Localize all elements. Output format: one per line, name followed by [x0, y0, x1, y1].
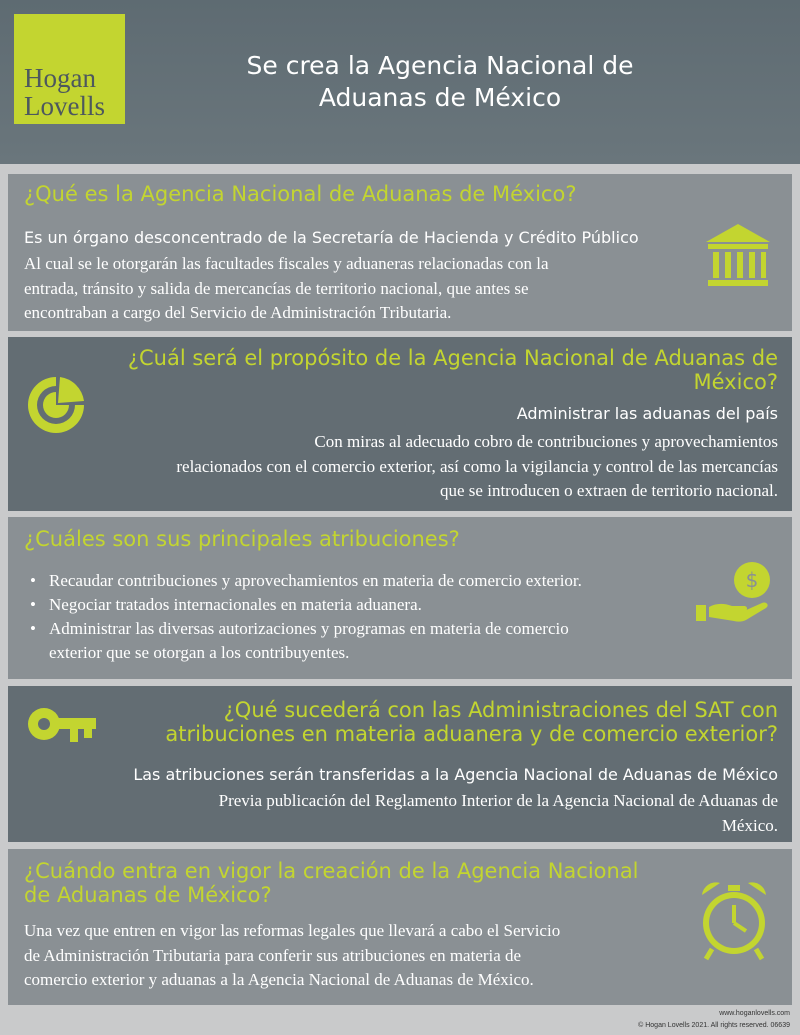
section4-body — [219, 789, 778, 838]
title-line1: Se crea la Agencia Nacional de — [246, 51, 634, 80]
section2-heading-line2: México? — [693, 370, 778, 394]
section1-body-line: entrada, tránsito y salida de mercancías de territorio nacional, que antes se — [24, 278, 529, 298]
bullet-dot: • — [30, 619, 36, 638]
list-item-text: Negociar tratados internacionales en materia aduanera. — [49, 595, 422, 614]
section5-body-line: comercio exterior y aduanas a la Agencia Nacional de Aduanas de México. — [24, 970, 534, 989]
logo-line1: Hogan — [24, 63, 96, 93]
list-item — [22, 617, 702, 665]
section4-lead: Las atribuciones serán transferidas a la Agencia Nacional de Aduanas de México — [133, 765, 778, 784]
section5-heading-line1: ¿Cuándo entra en vigor la creación de la Agencia Nacional — [24, 859, 639, 883]
title-line2: Aduanas de México — [318, 83, 562, 112]
section-attributions — [8, 517, 792, 679]
section5-body-line: Una vez que entren en vigor las reformas legales que llevará a cabo el Servicio — [24, 921, 561, 940]
section2-body — [176, 430, 778, 504]
section1-body — [24, 252, 684, 326]
section-purpose — [8, 337, 792, 511]
alarm-clock-icon — [698, 879, 770, 965]
list-item — [22, 569, 702, 593]
footer-url[interactable]: www.hoganlovells.com — [719, 1010, 790, 1017]
section4-body-line: Previa publicación del Reglamento Interior de la Agencia Nacional de Aduanas de — [218, 791, 778, 810]
header — [0, 0, 800, 164]
section2-heading-line1: ¿Cuál será el propósito de la Agencia Nacional de Aduanas de — [127, 346, 778, 370]
footer-copyright: © Hogan Lovells 2021. All rights reserved. 06639 — [638, 1022, 790, 1029]
section5-body — [24, 919, 704, 993]
section4-heading — [165, 698, 778, 746]
section5-heading-line2: de Aduanas de México? — [24, 883, 272, 907]
section5-heading — [24, 859, 639, 907]
coin-symbol-text: $ — [745, 568, 759, 592]
section1-lead: Es un órgano desconcentrado de la Secretaría de Hacienda y Crédito Público — [24, 228, 639, 247]
logo-line2: Lovells — [24, 91, 105, 121]
section1-body-line: Al cual se le otorgarán las facultades fiscales y aduaneras relacionadas con la — [24, 254, 549, 273]
hogan-lovells-logo[interactable] — [14, 14, 125, 124]
section3-heading: ¿Cuáles son sus principales atribuciones? — [24, 527, 460, 551]
section1-heading: ¿Qué es la Agencia Nacional de Aduanas de México? — [24, 182, 577, 206]
bullet-dot: • — [30, 595, 36, 614]
list-item-text: Recaudar contribuciones y aprovechamientos en materia de comercio exterior. — [49, 571, 582, 590]
section-what-is — [8, 174, 792, 331]
list-item-text: exterior que se otorgan a los contribuyentes. — [49, 643, 350, 662]
section4-body-line: México. — [721, 815, 778, 835]
section5-body-line: de Administración Tributaria para conferir sus atribuciones en materia de — [24, 945, 522, 965]
section-entry-into-force — [8, 849, 792, 1005]
page-title — [190, 50, 690, 114]
section4-heading-line1: ¿Qué sucederá con las Administraciones del SAT con — [223, 698, 778, 722]
bullet-dot: • — [30, 571, 36, 590]
list-item-text: Administrar las diversas autorizaciones y programas en materia de comercio — [49, 619, 569, 638]
section2-body-line: relacionados con el comercio exterior, así como la vigilancia y control de las mercancías — [176, 456, 778, 476]
hand-coin-icon — [692, 559, 776, 625]
section1-body-line: encontraban a cargo del Servicio de Administración Tributaria. — [24, 303, 452, 322]
section2-body-line: que se introducen o extraen de territorio nacional. — [440, 481, 778, 500]
section2-heading — [128, 346, 778, 394]
section4-heading-line2: atribuciones en materia aduanera y de comercio exterior? — [165, 722, 778, 746]
section-sat-administrations — [8, 686, 792, 842]
key-icon — [26, 704, 98, 748]
target-icon — [24, 373, 88, 437]
attributions-list — [22, 569, 702, 665]
bank-building-icon — [702, 220, 774, 292]
section2-lead: Administrar las aduanas del país — [516, 404, 778, 423]
list-item — [22, 593, 702, 617]
section2-body-line: Con miras al adecuado cobro de contribuciones y aprovechamientos — [314, 432, 778, 451]
